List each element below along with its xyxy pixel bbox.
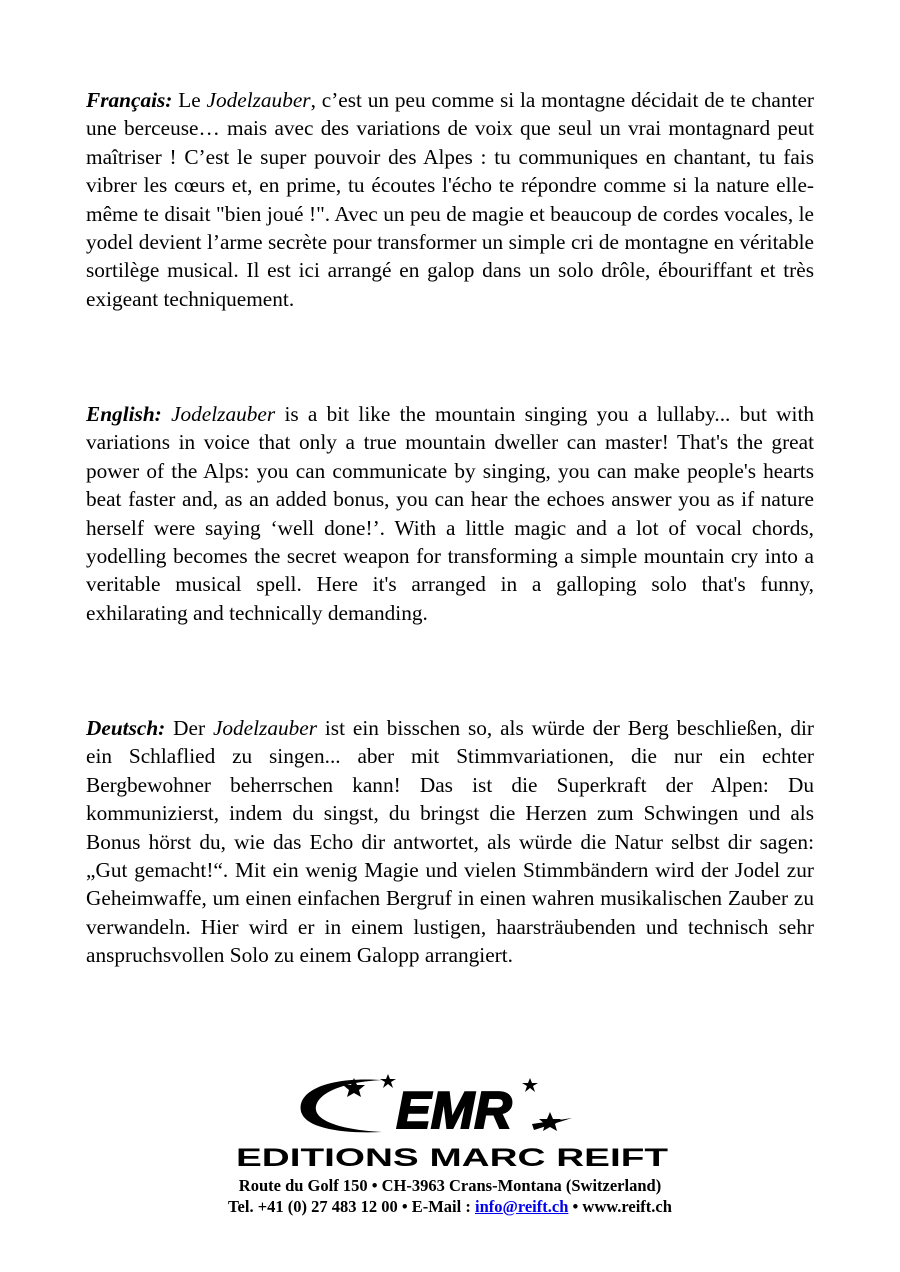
paragraph-german	[86, 714, 814, 970]
german-title: Jodelzauber	[212, 716, 318, 740]
label-french: Français:	[86, 88, 173, 112]
website-text: • www.reift.ch	[568, 1197, 672, 1216]
english-text: is a bit like the mountain singing you a lullaby... but with variations in voice that only a true mountain dweller can master! That's the great power of the Alps: you can communicate by singing, you can make people's hearts beat faster and, as an added bonus, you can hear the echoes answer you as if nature herself were saying ‘well done!’. With a little magic and a lot of vocal chords, yodelling becomes the secret weapon for transforming a simple mountain cry into a veritable musical spell. Here it's arranged in a galloping solo that's funny, exhilarating and technically demanding.	[86, 402, 815, 625]
email-link[interactable]: info@reift.ch	[474, 1197, 569, 1216]
tel-email-label: Tel. +41 (0) 27 483 12 00 • E-Mail :	[228, 1197, 475, 1216]
paragraph-english	[86, 400, 814, 627]
paragraph-french	[86, 86, 814, 313]
french-text: , c’est un peu comme si la montagne décidait de te chanter une berceuse… mais avec des variations de voix que seul un vrai montagnard peut maîtriser ! C’est le super pouvoir des Alpes : tu communiques en chantant, tu fais vibrer les cœurs et, en prime, tu écoutes l'écho te répondre comme si la nature elle-même te disait "bien joué !". Avec un peu de magie et beaucoup de cordes vocales, le yodel devient l’arme secrète pour transformer un simple cri de montagne en véritable sortilège musical. Il est ici arrangé en galop dans un solo drôle, ébouriffant et très exigeant techniquement.	[86, 88, 814, 311]
publisher-name: EDITIONS MARC REIFT	[236, 1144, 668, 1172]
french-title: Jodelzauber	[206, 88, 311, 112]
star-icon	[522, 1078, 538, 1092]
emr-logo	[232, 1072, 672, 1172]
german-text: ist ein bisschen so, als würde der Berg beschließen, dir ein Schlaflied zu singen... aber mit Stimmvariationen, die nur ein echter Bergbewohner beherrschen kann! Das ist die Superkraft der Alpen: Du kommunizierst, indem du singst, du bringst die Herzen zum Schwingen und als Bonus hörst du, wie das Echo dir antwortet, als würde die Natur selbst dir sagen: „Gut gemacht!“. Mit ein wenig Magie und vielen Stimmbändern wird der Jodel zur Geheimwaffe, um einen einfachen Bergruf in einen wahren musikalischen Zauber zu verwandeln. Hier wird er in einem lustigen, haarsträubenden und technisch sehr anspruchsvollen Solo zu einem Galopp arrangiert.	[86, 716, 814, 968]
french-pre: Le	[172, 88, 207, 112]
label-german: Deutsch:	[86, 716, 166, 740]
logo-letters: EMR	[396, 1082, 512, 1140]
contact-line	[0, 1197, 900, 1217]
english-title: Jodelzauber	[171, 402, 276, 426]
star-icon	[380, 1074, 396, 1088]
german-pre: Der	[165, 716, 213, 740]
address-line: Route du Golf 150 • CH-3963 Crans-Montana (Switzerland)	[238, 1176, 662, 1195]
english-pre	[162, 402, 171, 426]
label-english: English:	[86, 402, 162, 426]
